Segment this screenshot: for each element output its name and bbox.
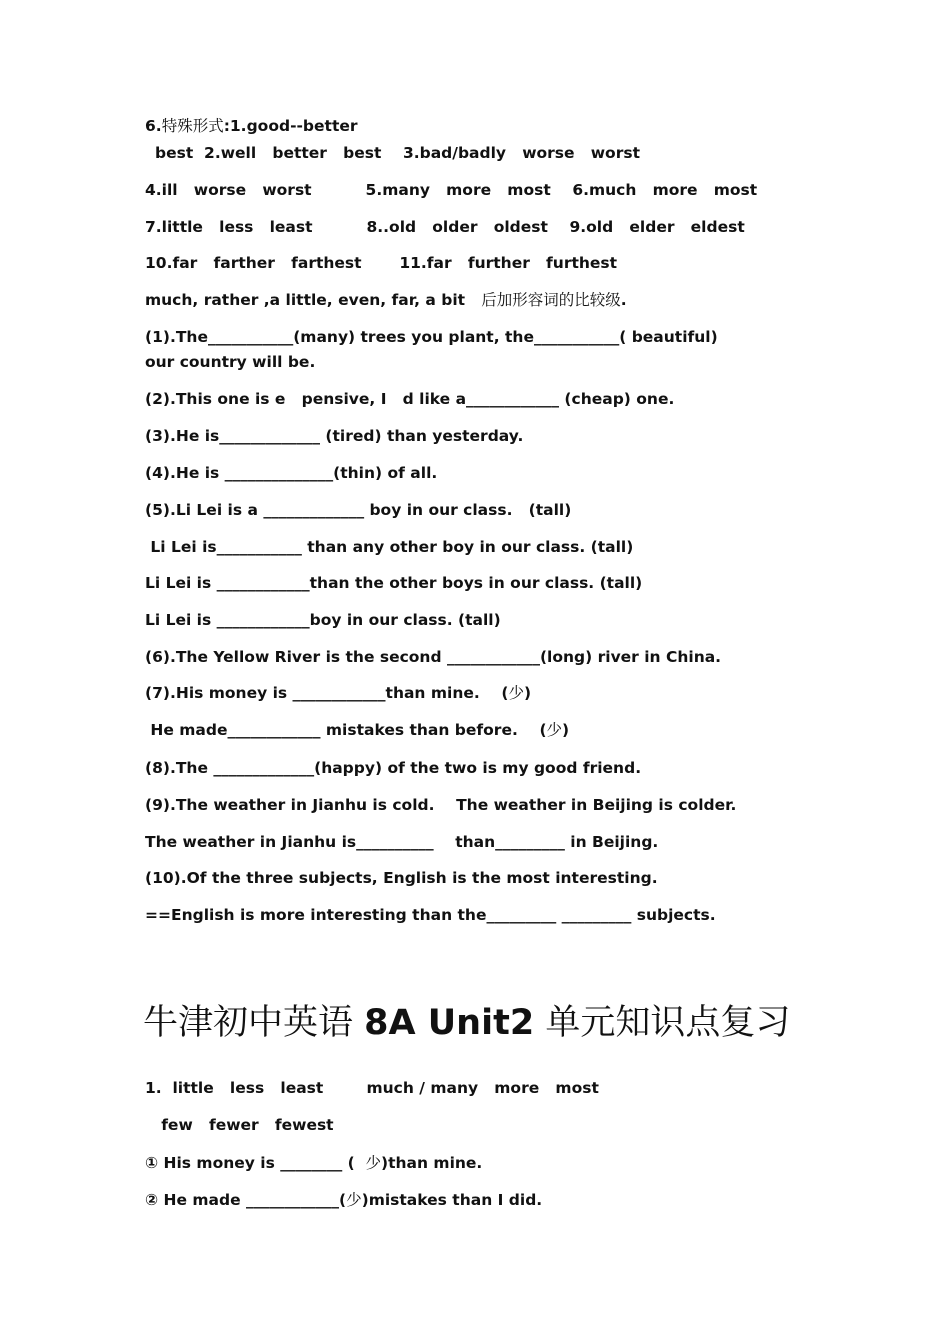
exercise-5-line-1: (5).Li Lei is a _____________ boy in our class. (tall) (145, 501, 572, 519)
special-forms-label: 特殊形式 (161, 117, 224, 135)
comparison-line-3: 4.ill worse worst 5.many more most 6.much more most (145, 181, 758, 199)
exercise-5-line-3: Li Lei is ____________than the other boys in our class. (tall) (145, 574, 643, 592)
hint-close: ) (562, 721, 570, 739)
modifiers-note: 后加形容词的比较级 (481, 291, 621, 309)
exercise-7-text: (7).His money is ____________than mine. ( (145, 684, 509, 702)
good-better-text: :1.good--better (223, 117, 358, 135)
special-forms-heading (145, 116, 358, 136)
exercise-1-line-1: (1).The___________(many) trees you plant, the___________( beautiful) (145, 328, 718, 346)
exercise-3: (3).He is_____________ (tired) than yesterday. (145, 427, 524, 445)
title-prefix: 牛津初中英语 (143, 1003, 365, 1043)
modifiers-line (145, 290, 627, 310)
example-1-end: )than mine. (381, 1154, 483, 1172)
example-2-end: )mistakes than I did. (361, 1191, 543, 1209)
exercise-10-line-2: ==English is more interesting than the_________ _________ subjects. (145, 906, 716, 924)
exercise-9-line-1: (9).The weather in Jianhu is cold. The weather in Beijing is colder. (145, 796, 737, 814)
item-number: 6. (145, 117, 162, 135)
hint-close: ) (523, 684, 532, 702)
exercise-5-line-4: Li Lei is ____________boy in our class. (tall) (145, 611, 501, 629)
unit2-example-1 (145, 1153, 482, 1173)
unit2-line-1: 1. little less least much / many more most (145, 1079, 599, 1097)
exercise-4: (4).He is ______________(thin) of all. (145, 464, 438, 482)
example-1-text: ① His money is ________ ( (145, 1154, 366, 1172)
exercise-2: (2).This one is e pensive, I d like a____________ (cheap) one. (145, 390, 675, 408)
modifiers-period: . (620, 291, 627, 309)
title-suffix: 单元知识点复习 (534, 1003, 791, 1043)
exercise-1-line-2: our country will be. (145, 353, 316, 371)
title-unit: 8A Unit2 (364, 1003, 535, 1043)
exercise-10-line-1: (10).Of the three subjects, English is the most interesting. (145, 869, 658, 887)
hint-less: 少 (346, 1191, 362, 1209)
comparison-line-5: 10.far farther farthest 11.far further furthest (145, 254, 618, 272)
hint-less: 少 (508, 684, 524, 702)
exercise-7b-text: He made____________ mistakes than before. ( (145, 721, 547, 739)
exercise-9-line-2: The weather in Jianhu is__________ than_________ in Beijing. (145, 833, 659, 851)
exercise-5-line-2: Li Lei is___________ than any other boy in our class. (tall) (145, 538, 634, 556)
hint-less: 少 (365, 1154, 381, 1172)
exercise-6: (6).The Yellow River is the second ____________(long) river in China. (145, 648, 722, 666)
comparison-line-4: 7.little less least 8..old older oldest 9.old elder eldest (145, 218, 745, 236)
exercise-7-line-2 (145, 720, 569, 740)
unit2-example-2 (145, 1190, 542, 1210)
unit2-line-2: few fewer fewest (145, 1116, 334, 1134)
unit-title (143, 998, 790, 1048)
exercise-7-line-1 (145, 683, 531, 703)
hint-less: 少 (546, 721, 563, 739)
exercise-8: (8).The _____________(happy) of the two is my good friend. (145, 759, 642, 777)
example-2-text: ② He made ____________( (145, 1191, 347, 1209)
comparison-line-2: best 2.well better best 3.bad/badly worse worst (155, 144, 640, 162)
modifiers-list: much, rather ,a little, even, far, a bit (145, 291, 482, 309)
